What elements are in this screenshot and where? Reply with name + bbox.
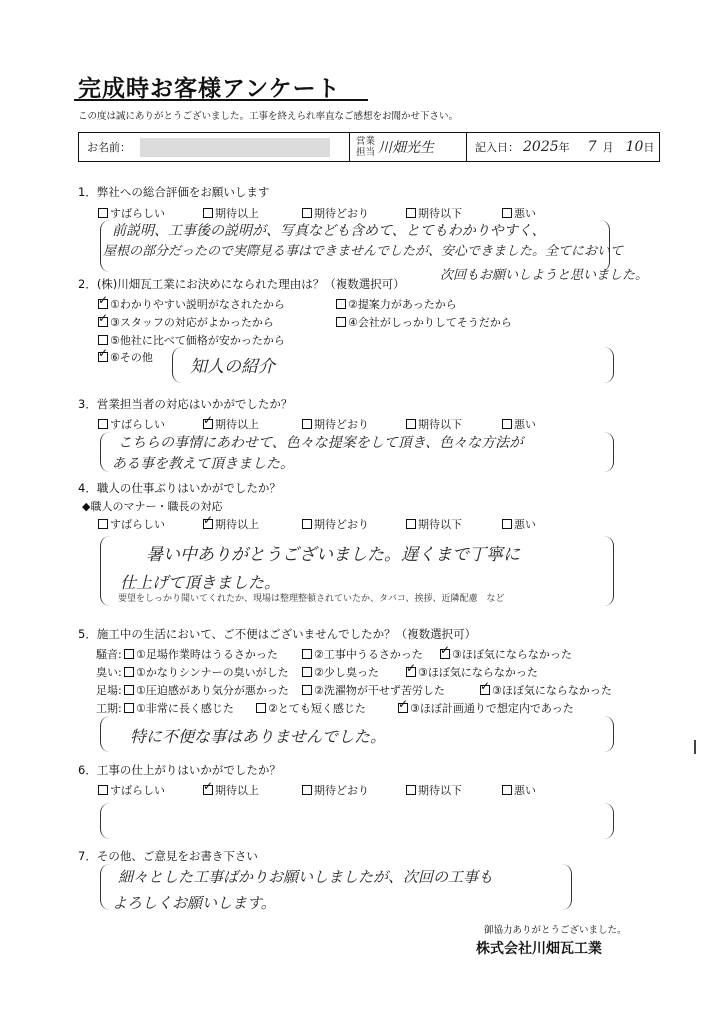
q3-option-5[interactable]: 悪い — [502, 416, 536, 432]
q5-row-scaffold-b[interactable]: ②洗濯物が干せず苦労した — [302, 682, 445, 698]
q1-option-2[interactable]: 期待以上 — [203, 205, 259, 221]
q3-option-3[interactable]: 期待どおり — [302, 416, 369, 432]
date-day: 10 — [625, 139, 644, 155]
checkbox-checked[interactable] — [98, 352, 108, 362]
day-unit: 日 — [643, 141, 655, 154]
checkbox[interactable] — [336, 299, 346, 309]
q7-answer-line-2: よろしくお願いします。 — [112, 894, 276, 912]
checkbox-checked[interactable] — [480, 685, 490, 695]
sales-label: 営業 担当 — [356, 136, 376, 158]
date-label: 記入日： — [475, 141, 519, 154]
q5-row-smell-b[interactable]: ②少し臭った — [302, 664, 379, 680]
q3-option-2[interactable]: ✓ 期待以上 — [203, 416, 259, 432]
redacted-name — [140, 138, 330, 157]
q6-option-4[interactable]: 期待以下 — [406, 782, 462, 798]
q6-option-3[interactable]: 期待どおり — [302, 782, 369, 798]
q2-option-1[interactable]: ✓①わかりやすい説明がなされたから — [98, 296, 285, 312]
q3-question: 3．営業担当者の対応はいかがでしたか？ — [78, 397, 293, 411]
q5-row-schedule-c[interactable]: ✓ ③ほぼ計画通りで想定内であった — [398, 700, 574, 716]
checkbox[interactable] — [124, 649, 134, 659]
q1-option-5[interactable]: 悪い — [502, 205, 536, 221]
q1-answer-line-1: 前説明、工事後の説明が、写真なども含めて、とてもわかりやすく、 — [112, 223, 546, 239]
q5-row-scaffold-label: 足場: — [96, 684, 122, 697]
q5-row-noise-a[interactable]: ①足場作業時はうるさかった — [124, 646, 278, 662]
q3-option-4[interactable]: 期待以下 — [406, 416, 462, 432]
q1-question: 1．弊社への総合評価をお願いします — [78, 185, 270, 199]
checkbox[interactable] — [302, 667, 312, 677]
q4-answer-line-2: 仕上げて頂きました。 — [120, 573, 281, 592]
checkbox[interactable] — [502, 519, 512, 529]
checkbox-checked[interactable] — [406, 667, 416, 677]
checkbox-checked[interactable] — [203, 419, 213, 429]
q4-option-5[interactable]: 悪い — [502, 516, 536, 532]
checkbox[interactable] — [302, 649, 312, 659]
q5-row-noise-b[interactable]: ②工事中うるさかった — [302, 646, 423, 662]
form-title: 完成時お客様アンケート — [78, 75, 341, 102]
q5-question: 5．施工中の生活において、ご不便はございませんでしたか？（複数選択可） — [78, 627, 477, 641]
checkbox[interactable] — [256, 703, 266, 713]
q6-answer-box[interactable] — [100, 803, 614, 839]
q5-row-smell-a[interactable]: ①かなりシンナーの臭いがした — [124, 664, 289, 680]
checkbox[interactable] — [336, 317, 346, 327]
q5-row-scaffold-c[interactable]: ✓ ③ほぼ気にならなかった — [480, 682, 612, 698]
checkbox[interactable] — [302, 519, 312, 529]
q4-sub: ◆職人のマナー・職長の対応 — [82, 500, 223, 513]
date-year: 2025 — [523, 139, 559, 155]
footer-company: 株式会社川畑瓦工業 — [476, 941, 602, 957]
checkbox[interactable] — [502, 419, 512, 429]
checkbox[interactable] — [98, 785, 108, 795]
q4-option-1[interactable]: すばらしい — [98, 516, 165, 532]
sales-cell — [350, 133, 467, 161]
checkbox[interactable] — [302, 419, 312, 429]
checkbox-checked[interactable] — [440, 649, 450, 659]
q2-option-6[interactable]: ✓⑥その他 — [98, 349, 153, 365]
title-underline — [74, 99, 368, 101]
month-unit: 月 — [602, 141, 614, 154]
q6-question: 6．工事の仕上がりはいかがでしたか？ — [78, 763, 281, 777]
q5-row-schedule-a[interactable]: ①非常に長く感じた — [124, 700, 234, 716]
sales-name: 川畑光生 — [378, 140, 435, 156]
q1-answer-line-3: 次回もお願いしようと思いました。 — [440, 268, 649, 283]
q1-option-1[interactable]: すばらしい — [98, 205, 165, 221]
checkbox[interactable] — [203, 208, 213, 218]
q2-option-4[interactable]: ④会社がしっかりしてそうだから — [336, 314, 512, 330]
q4-question: 4．職人の仕事ぶりはいかがでしたか？ — [78, 481, 281, 495]
q5-row-schedule-b[interactable]: ②とても短く感じた — [256, 700, 366, 716]
checkbox[interactable] — [502, 785, 512, 795]
checkbox[interactable] — [406, 419, 416, 429]
checkbox[interactable] — [406, 785, 416, 795]
q3-answer-line-2: ある事を教えて頂きました。 — [112, 456, 294, 472]
checkbox[interactable] — [302, 685, 312, 695]
checkbox[interactable] — [98, 419, 108, 429]
q6-option-1[interactable]: すばらしい — [98, 782, 165, 798]
q6-option-5[interactable]: 悪い — [502, 782, 536, 798]
year-unit: 年 — [558, 141, 570, 154]
q1-option-3[interactable]: 期待どおり — [302, 205, 369, 221]
q4-hint: 要望をしっかり聞いてくれたか、現場は整理整頓されていたか、タバコ、挨拶、近隣配慮 など — [118, 594, 505, 604]
q4-option-3[interactable]: 期待どおり — [302, 516, 369, 532]
q5-row-noise-c[interactable]: ✓ ③ほぼ気にならなかった — [440, 646, 572, 662]
checkbox-checked[interactable] — [398, 703, 408, 713]
form-intro: この度は誠にありがとうございました。工事を終えられ率直なご感想をお聞かせ下さい。 — [78, 111, 459, 122]
q2-option-3[interactable]: ✓③スタッフの対応がよかったから — [98, 314, 274, 330]
date-cell[interactable] — [467, 133, 659, 161]
checkbox[interactable] — [406, 208, 416, 218]
checkbox[interactable] — [302, 208, 312, 218]
checkbox-checked[interactable] — [203, 785, 213, 795]
checkbox-checked[interactable] — [98, 299, 108, 309]
q2-option-2[interactable]: ②提案力があったから — [336, 296, 457, 312]
q7-answer-line-1: 細々とした工事ばかりお願いしましたが、次回の工事も — [118, 868, 494, 886]
margin-mark — [694, 740, 696, 754]
q5-row-smell-label: 臭い: — [96, 666, 122, 679]
q7-question: 7．その他、ご意見をお書き下さい — [78, 849, 258, 863]
checkbox[interactable] — [406, 519, 416, 529]
checkbox[interactable] — [98, 519, 108, 529]
q5-row-noise-label: 騒音: — [96, 648, 122, 661]
q3-answer-line-1: こちらの事情にあわせて、色々な提案をして頂き、色々な方法が — [118, 435, 524, 451]
checkbox[interactable] — [98, 335, 108, 345]
q4-answer-line-1: 暑い中ありがとうございました。遅くまで丁寧に — [146, 545, 520, 565]
q4-option-2[interactable]: ✓ 期待以上 — [203, 516, 259, 532]
checkbox[interactable] — [124, 685, 134, 695]
q1-option-4[interactable]: 期待以下 — [406, 205, 462, 221]
checkbox[interactable] — [302, 785, 312, 795]
date-month: 7 — [587, 139, 597, 155]
footer-thanks: 御協力ありがとうございました。 — [484, 925, 627, 936]
q5-row-smell-c[interactable]: ✓ ③ほぼ気にならなかった — [406, 664, 538, 680]
checkbox[interactable] — [124, 667, 134, 677]
name-label: お名前： — [87, 141, 131, 154]
q4-option-4[interactable]: 期待以下 — [406, 516, 462, 532]
q3-option-1[interactable]: すばらしい — [98, 416, 165, 432]
q2-option-5[interactable]: ⑤他社に比べて価格が安かったから — [98, 332, 285, 348]
q5-row-scaffold-a[interactable]: ①圧迫感があり気分が悪かった — [124, 682, 289, 698]
checkbox[interactable] — [502, 208, 512, 218]
q2-question: 2．(株)川畑瓦工業にお決めになられた理由は？（複数選択可） — [78, 277, 405, 291]
q2-other-answer: 知人の紹介 — [190, 357, 275, 377]
q1-answer-line-2: 屋根の部分だったので実際見る事はできませんでしたが、安心できました。全てにおいて — [103, 244, 624, 259]
checkbox[interactable] — [98, 208, 108, 218]
q6-option-2[interactable]: ✓ 期待以上 — [203, 782, 259, 798]
checkbox-checked[interactable] — [98, 317, 108, 327]
checkbox-checked[interactable] — [203, 519, 213, 529]
q5-row-schedule-label: 工期: — [96, 702, 122, 715]
q5-answer: 特に不便な事はありませんでした。 — [130, 727, 387, 746]
checkbox[interactable] — [124, 703, 134, 713]
